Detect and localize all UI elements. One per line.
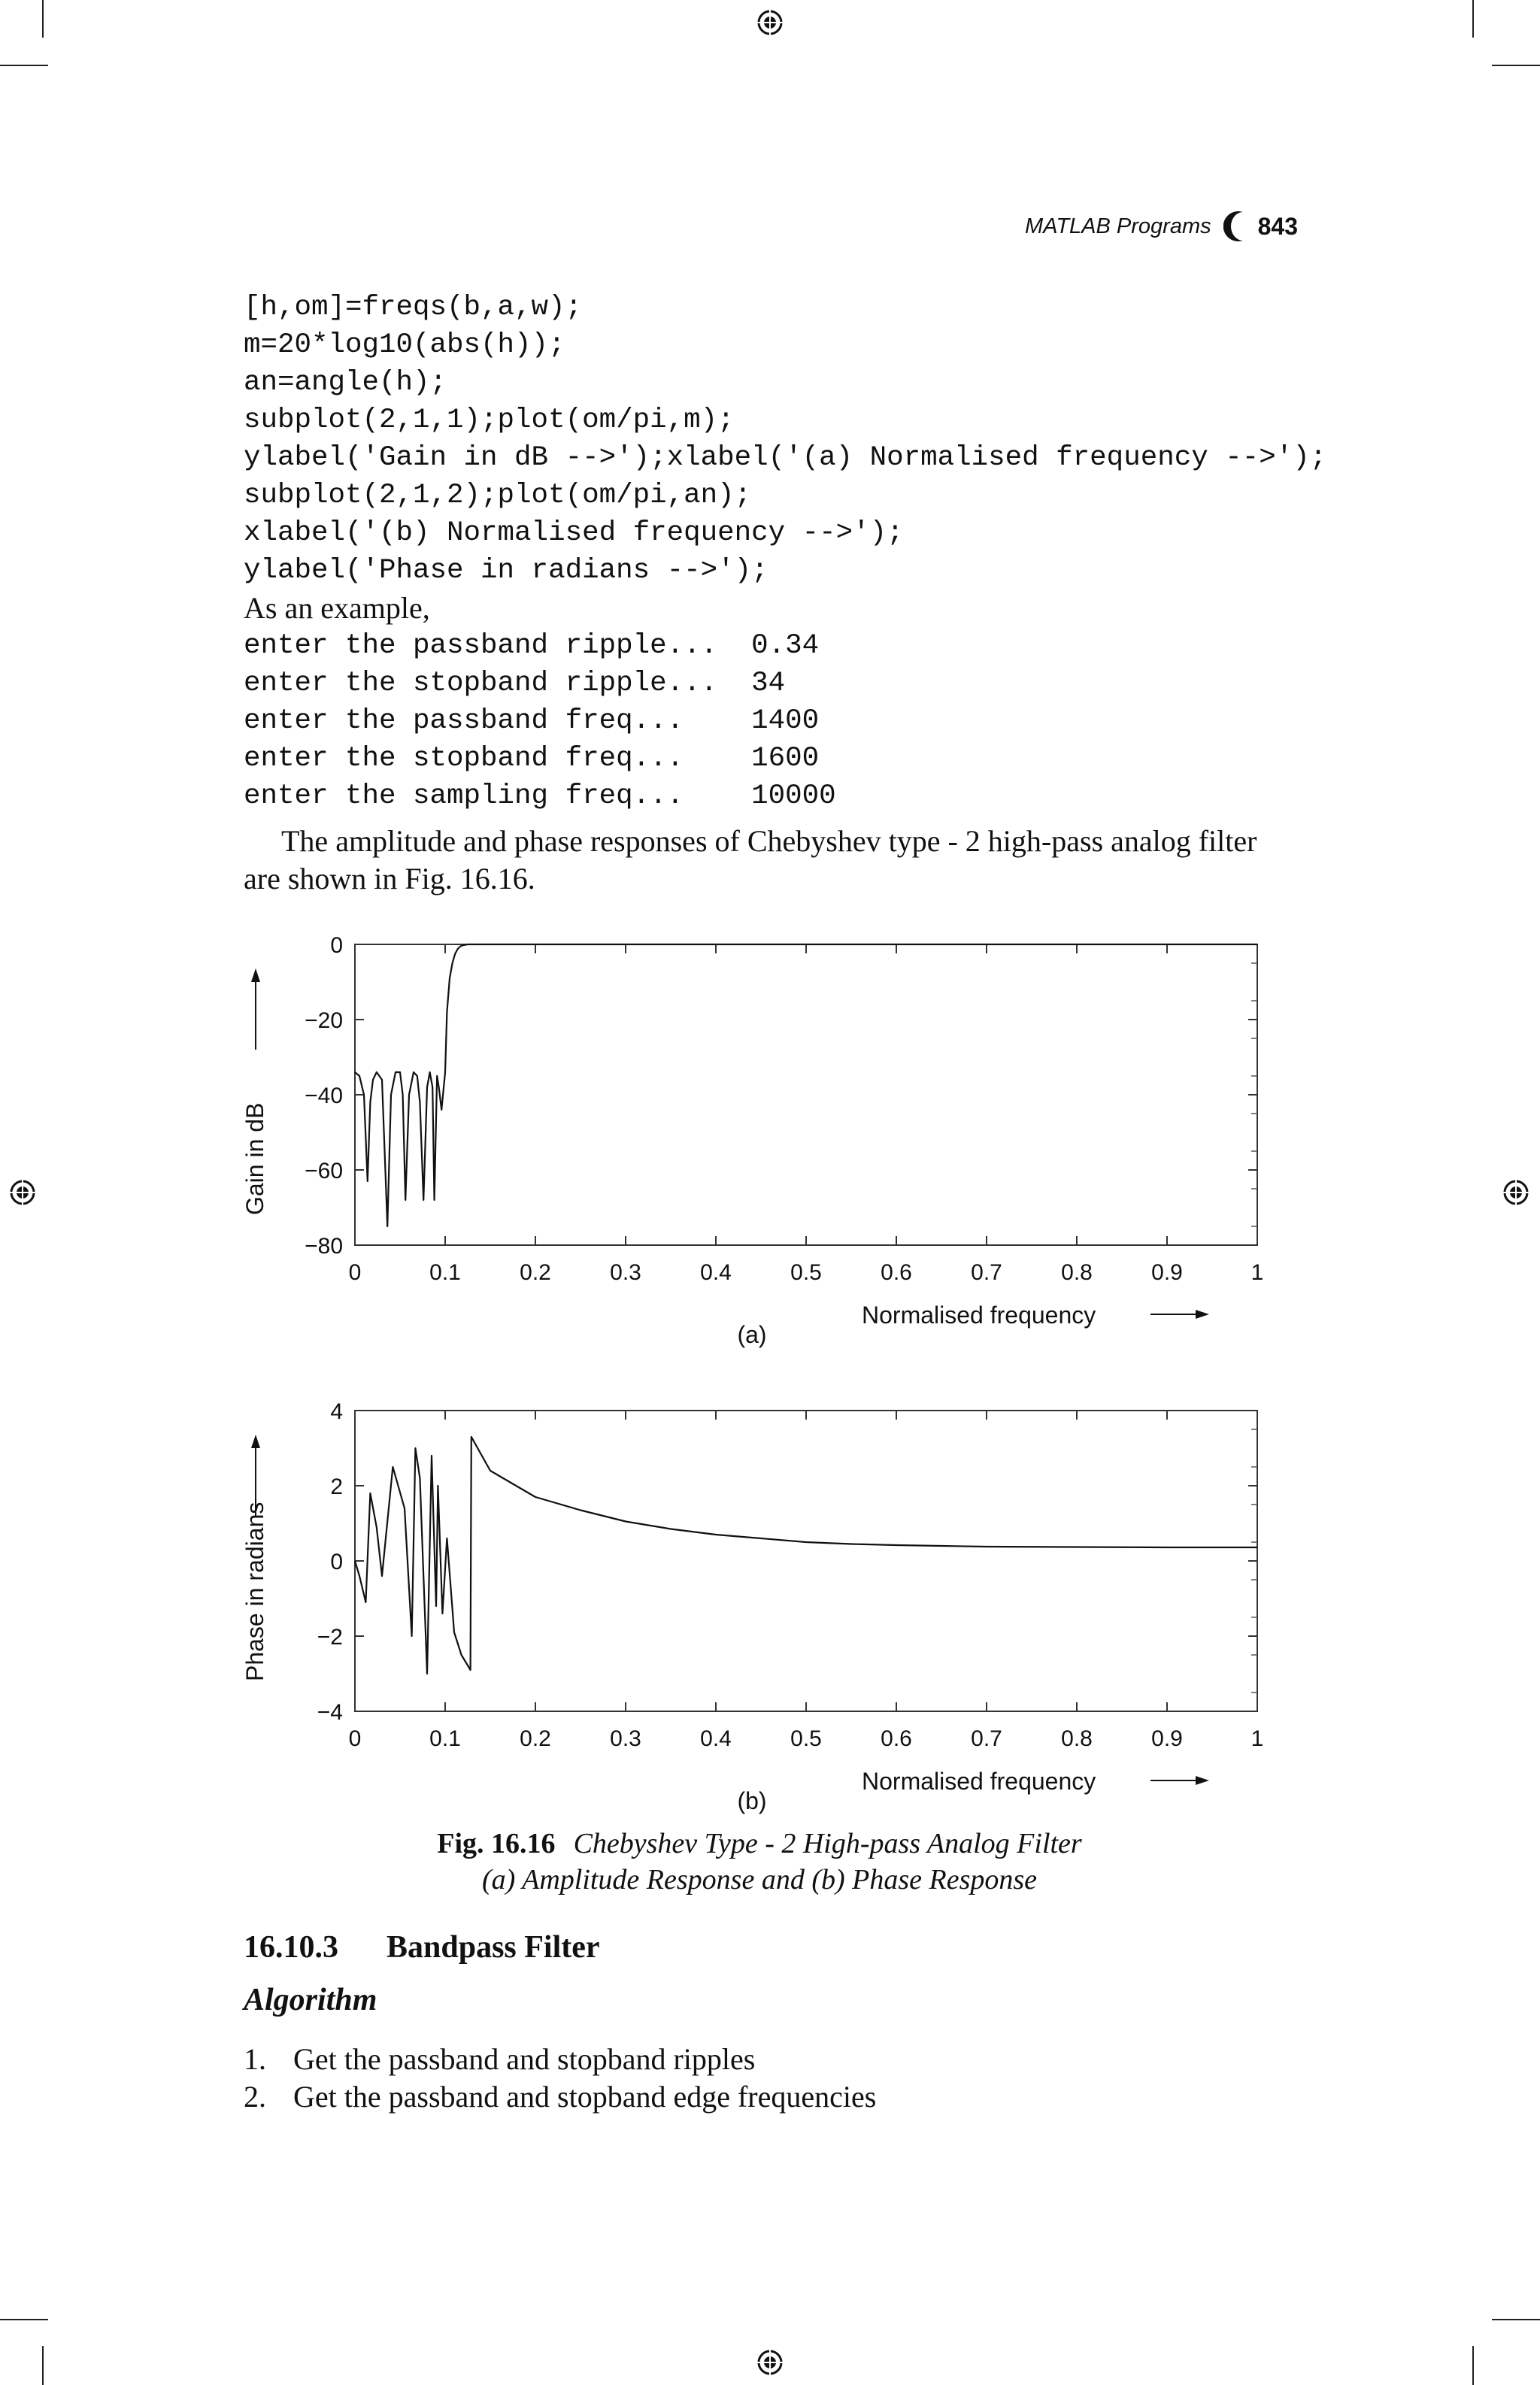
- code-line: an=angle(h);: [244, 367, 447, 399]
- x-tick-label: 0.3: [610, 1260, 641, 1285]
- step-text: Get the passband and stopband edge frequencies: [293, 2080, 877, 2114]
- crop-mark: [1492, 2319, 1540, 2320]
- y-tick-label: 2: [330, 1474, 343, 1499]
- x-tick-label: 0: [348, 1726, 362, 1751]
- step-text: Get the passband and stopband ripples: [293, 2042, 756, 2076]
- panel-label: (a): [737, 1321, 767, 1348]
- example-intro: As an example,: [244, 591, 430, 625]
- x-axis-label: Normalised frequency: [862, 1768, 1096, 1795]
- y-axis-label: Gain in dB: [241, 1102, 268, 1215]
- x-axis-arrowhead-icon: [1196, 1776, 1209, 1785]
- x-tick-label: 0.2: [520, 1726, 551, 1751]
- crop-mark: [42, 2346, 44, 2385]
- list-item: [244, 2041, 876, 2078]
- crop-mark: [1472, 0, 1474, 38]
- x-tick-label: 0.1: [429, 1260, 461, 1285]
- crop-mark: [1472, 2346, 1474, 2385]
- x-tick-label: 1: [1250, 1726, 1264, 1751]
- figure-caption: [226, 1826, 1293, 1898]
- x-tick-label: 0.1: [429, 1726, 461, 1751]
- y-tick-label: 0: [330, 933, 343, 958]
- code-line: m=20*log10(abs(h));: [244, 329, 565, 361]
- plot-frame: [355, 944, 1257, 1245]
- series-line: [355, 944, 1257, 1226]
- y-axis-label: Phase in radians: [241, 1502, 268, 1681]
- x-tick-label: 0.5: [790, 1260, 822, 1285]
- x-axis-label: Normalised frequency: [862, 1302, 1096, 1329]
- y-axis-arrowhead-icon: [251, 968, 260, 982]
- series-line: [355, 1437, 1257, 1674]
- code-line: ylabel('Phase in radians -->');: [244, 555, 768, 586]
- example-line: enter the stopband ripple... 34: [244, 668, 786, 699]
- x-tick-label: 0.7: [971, 1260, 1002, 1285]
- x-tick-label: 0.9: [1151, 1726, 1183, 1751]
- phase-response-chart: [226, 1391, 1293, 1812]
- list-item: [244, 2078, 876, 2116]
- x-tick-label: 0.3: [610, 1726, 641, 1751]
- code-line: xlabel('(b) Normalised frequency -->');: [244, 517, 904, 549]
- y-tick-label: −2: [317, 1625, 343, 1650]
- y-tick-label: −20: [305, 1008, 343, 1033]
- figure-subtitle: (a) Amplitude Response and (b) Phase Response: [481, 1864, 1038, 1896]
- y-tick-label: −4: [317, 1700, 343, 1725]
- x-tick-label: 0.7: [971, 1726, 1002, 1751]
- crop-mark: [42, 0, 44, 38]
- registration-mark-icon: [756, 9, 784, 36]
- x-tick-label: 0.8: [1061, 1726, 1093, 1751]
- page-number: 843: [1257, 212, 1298, 240]
- x-tick-label: 1: [1250, 1260, 1264, 1285]
- example-line: enter the passband ripple... 0.34: [244, 630, 820, 662]
- x-tick-label: 0.8: [1061, 1260, 1093, 1285]
- running-header: [1025, 208, 1298, 245]
- figure-title: Chebyshev Type - 2 High-pass Analog Filter: [573, 1828, 1082, 1859]
- y-tick-label: −40: [305, 1083, 343, 1108]
- figure-label: Fig. 16.16: [437, 1828, 556, 1859]
- header-title: MATLAB Programs: [1024, 214, 1211, 238]
- step-number: 2.: [244, 2080, 266, 2114]
- algorithm-steps: [244, 2041, 876, 2116]
- step-number: 1.: [244, 2042, 266, 2076]
- code-listing: [244, 289, 1326, 815]
- y-axis-arrowhead-icon: [251, 1435, 260, 1448]
- section-heading: [244, 1929, 600, 1965]
- body-paragraph: The amplitude and phase responses of Chebyshev type - 2 high-pass analog filter are shown in Fig. 16.16.: [244, 824, 1257, 896]
- registration-mark-icon: [1502, 1179, 1529, 1206]
- y-tick-label: −80: [305, 1234, 343, 1259]
- plot-frame: [355, 1411, 1257, 1711]
- code-line: subplot(2,1,2);plot(om/pi,an);: [244, 480, 752, 511]
- code-line: subplot(2,1,1);plot(om/pi,m);: [244, 405, 735, 436]
- x-tick-label: 0.6: [881, 1726, 912, 1751]
- y-tick-label: 0: [330, 1550, 343, 1574]
- crop-mark: [0, 2319, 48, 2320]
- crop-mark: [1492, 65, 1540, 66]
- panel-label: (b): [737, 1787, 767, 1814]
- code-line: [h,om]=freqs(b,a,w);: [244, 292, 583, 323]
- x-tick-label: 0.9: [1151, 1260, 1183, 1285]
- section-number: 16.10.3: [244, 1930, 338, 1965]
- amplitude-response-chart: [226, 925, 1293, 1361]
- example-line: enter the sampling freq... 10000: [244, 780, 836, 812]
- example-line: enter the stopband freq... 1600: [244, 743, 820, 774]
- x-tick-label: 0.2: [520, 1260, 551, 1285]
- y-tick-label: 4: [330, 1399, 343, 1424]
- x-tick-label: 0.6: [881, 1260, 912, 1285]
- y-tick-label: −60: [305, 1159, 343, 1183]
- crescent-icon: [1223, 211, 1246, 242]
- code-line: ylabel('Gain in dB -->');xlabel('(a) Normalised frequency -->');: [244, 442, 1327, 474]
- x-tick-label: 0.4: [700, 1260, 732, 1285]
- x-tick-label: 0.4: [700, 1726, 732, 1751]
- algorithm-heading: Algorithm: [244, 1983, 377, 2017]
- example-line: enter the passband freq... 1400: [244, 705, 820, 737]
- x-axis-arrowhead-icon: [1196, 1310, 1209, 1319]
- crop-mark: [0, 65, 48, 66]
- registration-mark-icon: [9, 1179, 36, 1206]
- section-title: Bandpass Filter: [387, 1930, 600, 1965]
- registration-mark-icon: [756, 2349, 784, 2376]
- x-tick-label: 0.5: [790, 1726, 822, 1751]
- x-tick-label: 0: [348, 1260, 362, 1285]
